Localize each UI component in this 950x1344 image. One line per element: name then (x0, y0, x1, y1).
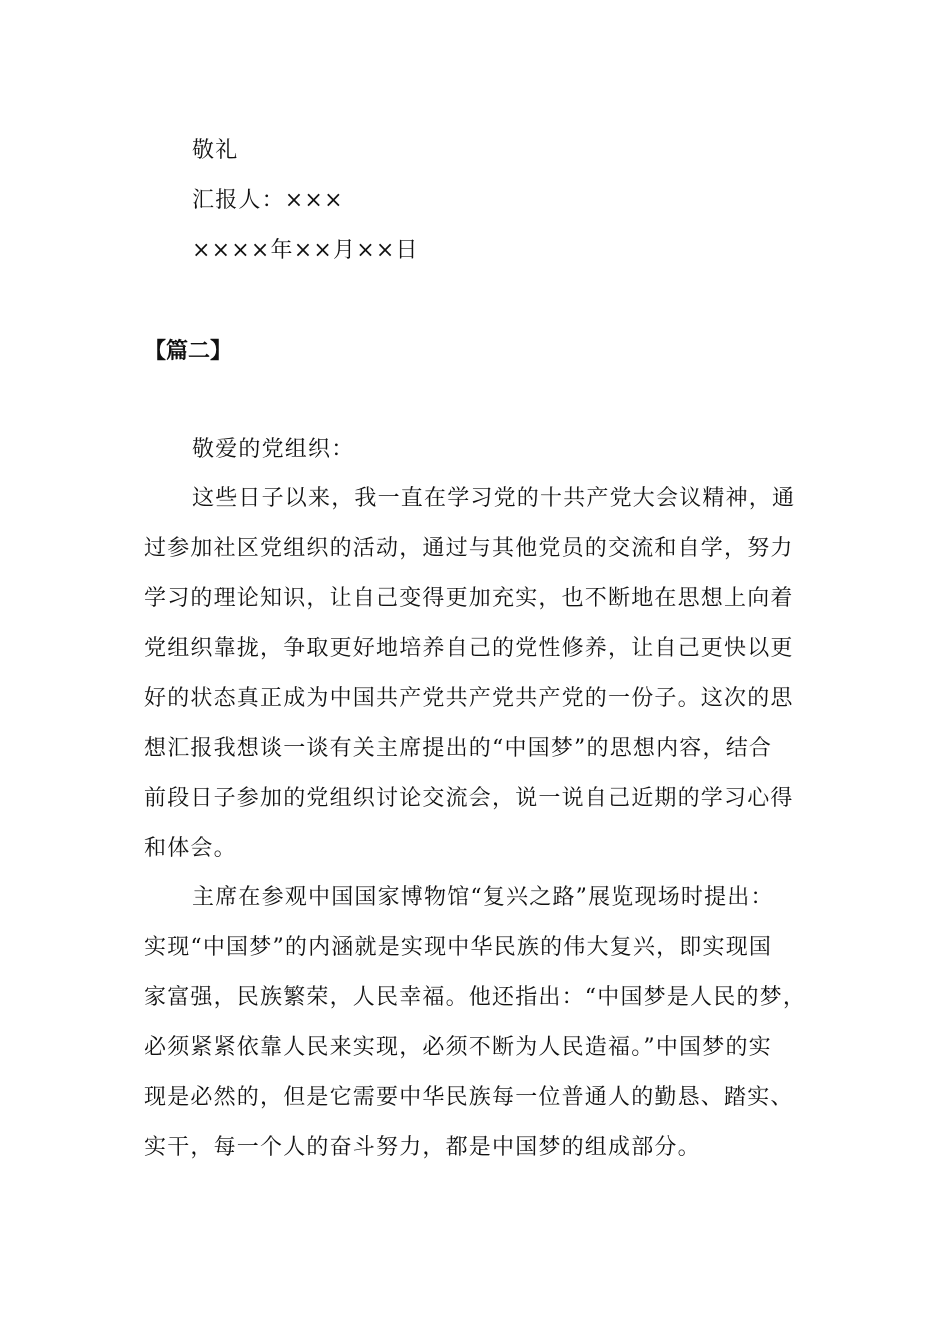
paragraph-line: 好的状态真正成为中国共产党共产党共产党的一份子。这次的思 (144, 686, 794, 711)
paragraph-line: 必须紧紧依靠人民来实现，必须不断为人民造福。”中国梦的实 (144, 1035, 772, 1060)
paragraph-line: 现是必然的，但是它需要中华民族每一位普通人的勤恳、踏实、 (144, 1085, 794, 1110)
reporter-line: 汇报人：××× (192, 188, 344, 213)
paragraph-line: 前段日子参加的党组织讨论交流会，说一说自己近期的学习心得 (144, 786, 794, 811)
paragraph-line: 想汇报我想谈一谈有关主席提出的“中国梦”的思想内容，结合 (144, 736, 773, 761)
paragraph-line: 家富强，民族繁荣，人民幸福。他还指出：“中国梦是人民的梦， (144, 985, 807, 1010)
paragraph-line: 实现“中国梦”的内涵就是实现中华民族的伟大复兴，即实现国 (144, 935, 773, 960)
paragraph-line: 和体会。 (144, 836, 237, 861)
paragraph-line: 过参加社区党组织的活动，通过与其他党员的交流和自学，努力 (144, 536, 794, 561)
paragraph-line: 党组织靠拢，争取更好地培养自己的党性修养，让自己更快以更 (144, 636, 794, 661)
letter-greeting: 敬爱的党组织： (192, 437, 355, 462)
paragraph-line: 实干，每一个人的奋斗努力，都是中国梦的组成部分。 (144, 1135, 701, 1160)
paragraph-line: 主席在参观中国国家博物馆“复兴之路”展览现场时提出： (192, 885, 774, 910)
closing-salutation: 敬礼 (192, 138, 239, 163)
paragraph-line: 学习的理论知识，让自己变得更加充实，也不断地在思想上向着 (144, 586, 794, 611)
date-line: ××××年××月××日 (192, 238, 419, 263)
section-heading: 【篇二】 (144, 339, 233, 364)
paragraph-line: 这些日子以来，我一直在学习党的十共产党大会议精神，通 (192, 486, 796, 511)
